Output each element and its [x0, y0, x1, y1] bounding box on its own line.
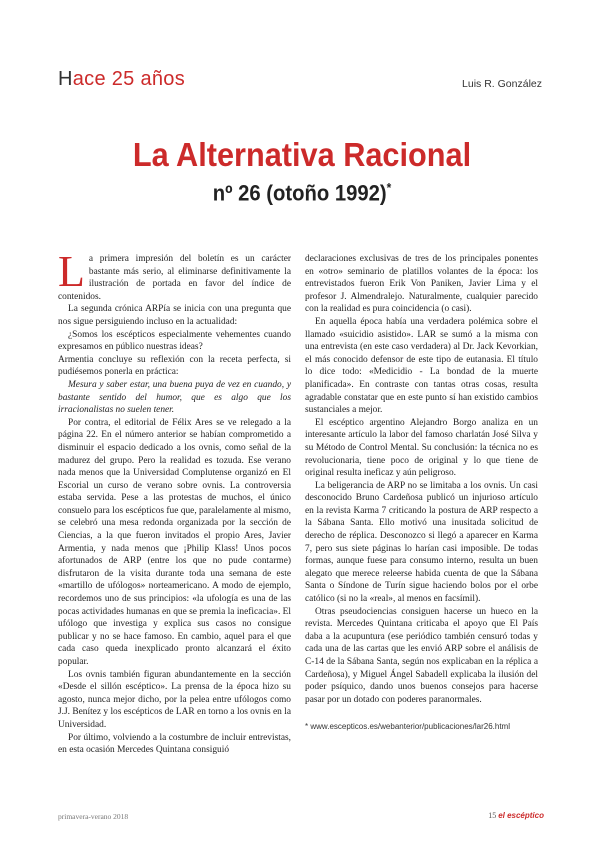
paragraph: Por contra, el editorial de Félix Ares se ve relegado a la página 22. En el número anterior se habían comprometido a disminuir el espacio dedicado a los ovnis, como señal de la madurez del grupo. Pero la realidad es tozuda. Ese verano nada menos que la Universidad Complutense organizó en El Escorial un curso de verano sobre ovnis. La controversia estaba servida. Pese a las protestas de muchos, el único consuelo para los escépticos fue que, paralelamente al mismo, se celebró una mesa redonda organizada por la sección de Ciencias, a la que fueron invitados el propio Ares, Javier Armentia, y nada menos que ¡Philip Klass! Unos pocos afortunados de ARP (entre los que no pude contarme) disfrutaron de la visita durante toda una semana de este «martillo de ufólogos» norteamericano. A modo de ejemplo, recordemos uno de sus principios: «la ufología es una de las pocas actividades humanas en que se premia la ineficacia». El ufólogo que investiga y explica sus casos no consigue publicar y no se hace famoso. En cambio, aquel para el que cada caso queda inexplicado pronto alcanzará el éxito popular. [58, 417, 291, 667]
footer-issue-date: primavera-verano 2018 [58, 812, 129, 821]
paragraph: La segunda crónica ARPía se inicia con una pregunta que nos sigue persiguiendo incluso en la actualidad: [58, 304, 291, 327]
paragraph: La beligerancia de ARP no se limitaba a los ovnis. Un casi desconocido Bruno Cardeñosa publicó un injurioso artículo en la revista Karma 7 criticando la postura de ARP respecto a la Sábana Santa. Ello motivó una inusitada solicitud de derecho de réplica. Desconozco si llegó a aparecer en Karma 7, pero sus siete páginas lo harían casi imposible. De todas formas, aunque fuese para consumo interno, resulta un buen alegato que merece releerse habida cuenta de que la Sábana Santa o Síndone de Turín sigue haciendo bolos por el orbe católico (si no la «real», al menos en facsímil). [305, 480, 538, 605]
footnote-marker: * [386, 180, 392, 195]
paragraph: declaraciones exclusivas de tres de los principales ponentes en «otro» seminario de platillos volantes de la época: los entrevistados fueron Erik Von Paniken, Javier Lima y el profesor J. Almendralejo. Naturalmente, cualquier parecido con la realidad es pura coincidencia (o casi). [305, 254, 538, 315]
section-title-rest: ace 25 años [72, 68, 186, 90]
article-title: La Alternativa Racional [132, 136, 472, 173]
footer-page [488, 811, 544, 820]
left-column [58, 247, 291, 757]
drop-cap: L [58, 247, 85, 296]
quote: Mesura y saber estar, una buena puya de vez en cuando, y bastante sentido del humor, que es algo que los irracionalistas no suelen tener. [58, 379, 291, 416]
article-subtitle [24, 180, 580, 206]
magazine-brand: el escéptico [498, 811, 544, 820]
paragraph: Armentia concluye su reflexión con la receta perfecta, si pudiésemos ponerla en práctica: [58, 354, 291, 378]
section-title [58, 68, 185, 91]
author-name: Luis R. González [462, 78, 542, 90]
paragraph: En aquella época había una verdadera polémica sobre el llamado «suicidio asistido». LAR se sumó a la misma con una entrevista (en este caso verdadera) al Dr. Jack Kevorkian, el más conocido defensor de este tipo de eutanasia. El título lo dice todo: «Medicidio - La bondad de la muerte planificada». En contraste con tantas otras cosas, resulta agradable constatar que en este punto sí han existido cambios sustanciales a mejor. [305, 316, 538, 416]
paragraph: ¿Somos los escépticos especialmente vehementes cuando expresamos en público nuestras ideas? [58, 329, 291, 353]
paragraph: Por último, volviendo a la costumbre de incluir entrevistas, en esta ocasión Mercedes Quintana consiguió [58, 732, 291, 756]
subtitle-text: nº 26 (otoño 1992) [212, 180, 387, 206]
paragraph: El escéptico argentino Alejandro Borgo analiza en un interesante artículo la labor del famoso charlatán José Silva y su Método de Control Mental. Su conclusión: la técnica no es revolucionaria, tiene poco de original y lo que tiene de original resulta ineficaz y aún peligroso. [305, 417, 538, 479]
right-column [305, 253, 538, 706]
paragraph: Otras pseudociencias consiguen hacerse un hueco en la revista. Mercedes Quintana criticaba el apoyo que El País daba a la acupuntura (ese periódico también censuró todas y cada una de las cartas que les envió ARP sobre el análisis de C-14 de la Sábana Santa, según nos explicaban en la réplica a Cardeñosa), y Miguel Ángel Sabadell explicaba la ilusión del poder psíquico, dando unos buenos consejos para hacerse pasar por un dotado con poderes paranormales. [305, 606, 538, 705]
paragraph: La primera impresión del boletín es un carácter bastante más serio, al eliminarse definitivamente la ilustración de portada en favor del índice de contenidos. [58, 247, 291, 302]
footnote: * www.escepticos.es/webanterior/publicaciones/lar26.html [305, 722, 510, 731]
section-title-initial: H [58, 68, 73, 90]
paragraph: Los ovnis también figuran abundantemente en la sección «Desde el sillón escéptico». La prensa de la época hizo su agosto, nunca mejor dicho, por la pelea entre ufólogos como J.J. Benítez y los escépticos de LAR en torno a los ovnis en la Universidad. [58, 669, 291, 730]
page-number: 15 [488, 811, 497, 820]
